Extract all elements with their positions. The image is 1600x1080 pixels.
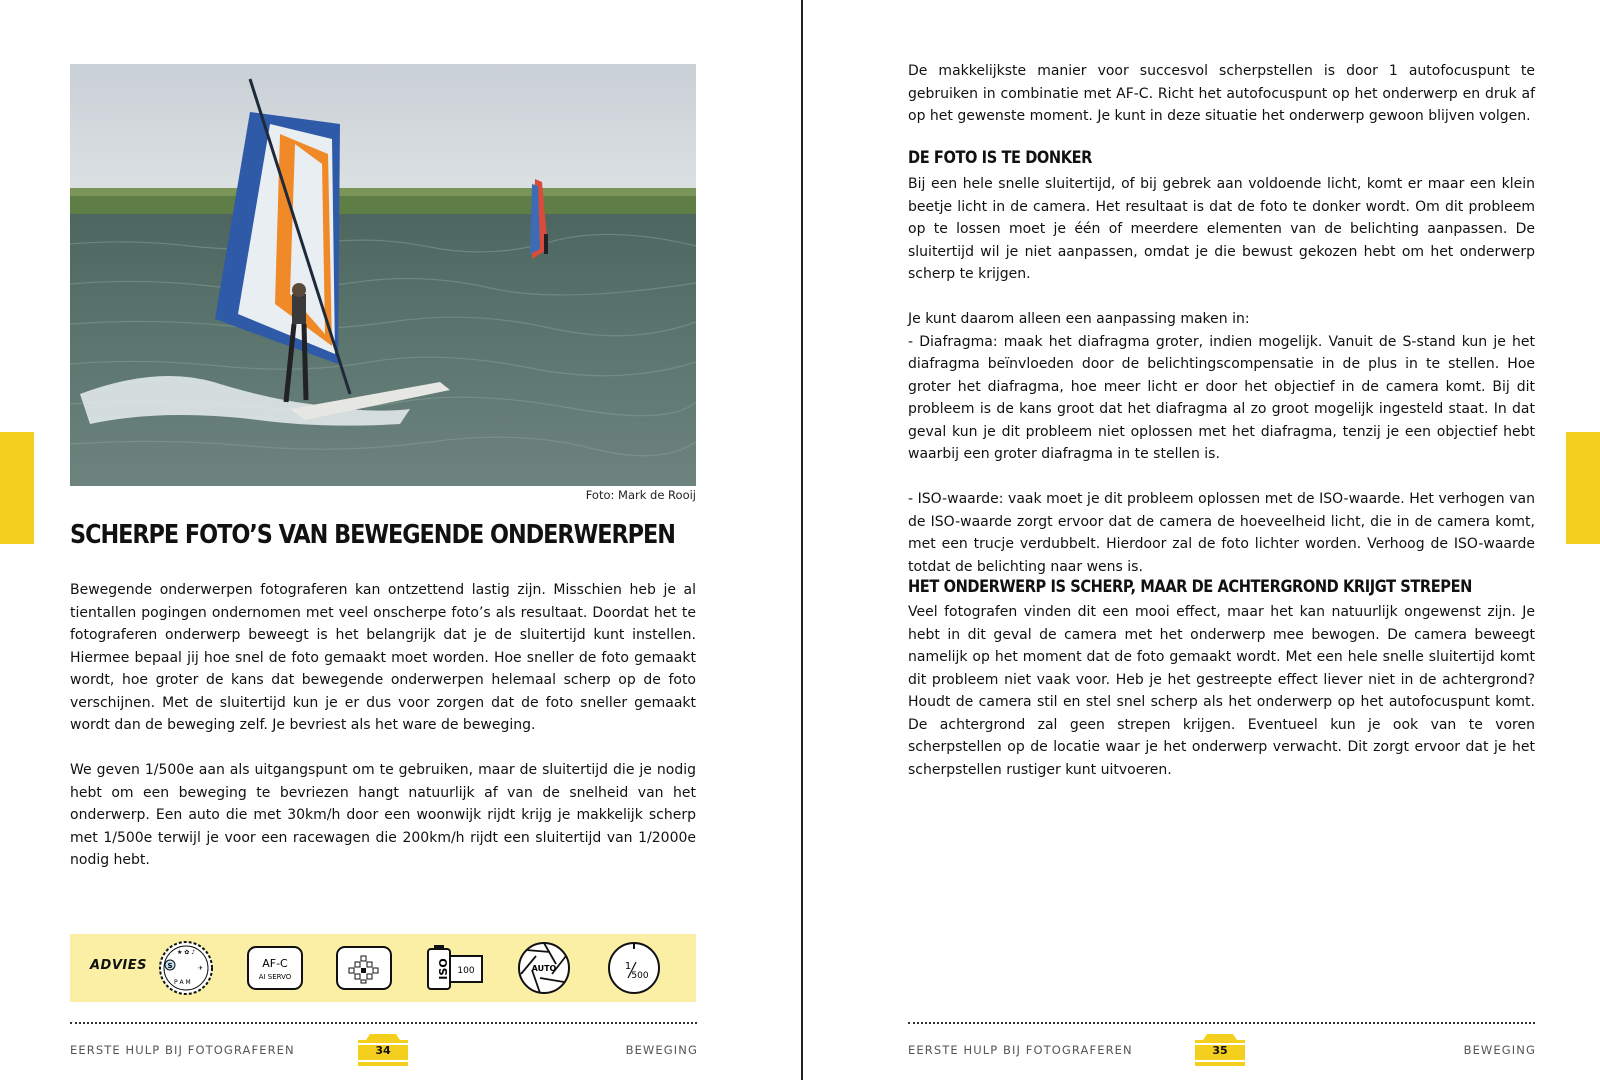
paragraph: We geven 1/500e aan als uitgangspunt om te gebruiken, maar de sluitertijd die je nodig hebt om een beweging te bevriezen hangt natuurlijk af van de snelheid van het onderwerp. Een auto die met 30km/h door een woonwijk rijdt krijg je makkelijk scherp met 1/500e terwijl je voor een racewagen die 200km/h rijdt een sluitertijd van 1/2000e nodig hebt. (70, 762, 696, 868)
paragraph: Bij een hele snelle sluitertijd, of bij gebrek aan voldoende licht, komt er maar een klein beetje licht in de camera. Het resultaat is dat de foto te donker wordt. Om dit probleem op te lossen moet je één of meerdere elementen van de belichting aanpassen. De sluitertijd wil je niet aanpassen, omdat je die bewust gekozen hebt om het onderwerp scherp te krijgen. (908, 176, 1535, 282)
book-spine (801, 0, 803, 1080)
af-sublabel: AI SERVO (258, 973, 292, 981)
af-mode-icon (247, 940, 303, 996)
section-dark-body (908, 173, 1535, 601)
shutter-numerator: 1 (624, 961, 632, 972)
paragraph-intro-line: Je kunt daarom alleen een aanpassing maken in: (908, 311, 1250, 327)
windsurfer-photo (70, 64, 696, 486)
footer-book-title: EERSTE HULP BIJ FOTOGRAFEREN (70, 1043, 295, 1057)
page-number: 34 (375, 1044, 391, 1057)
paragraph: - ISO-waarde: vaak moet je dit probleem oplossen met de ISO-waarde. Het verhogen van de ISO-waarde zorgt ervoor dat de camera de hoeveelheid licht, die in de camera komt, met een trucje verdubbelt. Hierdoor zal de foto lichter worden. Verhoog de ISO-waarde totdat de belichting naar wens is. (908, 491, 1535, 575)
footer-divider (908, 1022, 1535, 1024)
photo-caption: Foto: Mark de Rooij (585, 488, 696, 502)
focus-point-icon (336, 940, 392, 996)
iso-label: ISO (437, 958, 450, 980)
page-number: 35 (1212, 1044, 1228, 1057)
footer-chapter: BEWEGING (1463, 1043, 1536, 1057)
right-page-tab (1566, 432, 1600, 544)
auto-label: AUTO (531, 964, 557, 973)
footer-divider (70, 1022, 697, 1024)
svg-text:S: S (167, 962, 173, 970)
iso-value: 100 (457, 966, 475, 976)
right-intro (908, 60, 1535, 150)
footer-chapter: BEWEGING (625, 1043, 698, 1057)
advies-bar (70, 934, 696, 1002)
paragraph: De makkelijkste manier voor succesvol scherpstellen is door 1 autofocuspunt te gebruiken in combinatie met AF-C. Richt het autofocuspunt op het onderwerp en druk af op het gewenste moment. Je kunt in deze situatie het onderwerp gewoon blijven volgen. (908, 63, 1535, 124)
section-heading-streaks: HET ONDERWERP IS SCHERP, MAAR DE ACHTERGROND KRIJGT STREPEN (908, 577, 1472, 597)
svg-text:✈: ✈ (198, 965, 204, 972)
af-label: AF-C (262, 957, 288, 970)
shutter-speed-icon (606, 940, 662, 996)
left-body-text (70, 579, 696, 894)
aperture-icon (516, 940, 572, 996)
shutter-denominator: 500 (631, 971, 649, 981)
svg-text:★ ✿ ♪: ★ ✿ ♪ (176, 949, 196, 956)
iso-film-icon (425, 940, 485, 996)
page-number-badge (1195, 1034, 1245, 1066)
page-number-badge (358, 1034, 408, 1066)
footer-book-title: EERSTE HULP BIJ FOTOGRAFEREN (908, 1043, 1133, 1057)
section-streaks-body (908, 601, 1535, 804)
advies-label: ADVIES (90, 958, 147, 973)
paragraph: Bewegende onderwerpen fotograferen kan ontzettend lastig zijn. Misschien heb je al tientallen pogingen ondernomen met veel onscherpe foto’s als resultaat. Doordat het te fotograferen onderwerp beweegt is het belangrijk dat je de sluitertijd kunt instellen. Hiermee bepaal jij hoe snel de foto gemaakt moet worden. Hoe sneller de foto gemaakt wordt, hoe groter de kans dat bewegende onderwerpen helemaal scherp op de foto verschijnen. Met de sluitertijd kun je er dus voor zorgen dat de foto sneller gemaakt wordt dan de beweging zelf. Je bevriest als het ware de beweging. (70, 582, 696, 733)
mode-dial-icon (158, 940, 214, 996)
paragraph: Veel fotografen vinden dit een mooi effect, maar het kan natuurlijk ongewenst zijn. Je hebt in dit geval de camera met het onderwerp mee bewogen. De camera beweegt namelijk op het moment dat de foto gemaakt wordt. Met een hele snelle sluitertijd komt dit probleem niet vaak voor. Heb je het gestreepte effect liever niet in de achtergrond? Houdt de camera stil en stel snel scherp als het onderwerp op het autofocuspunt komt. De achtergrond zal geen strepen krijgen. Eventueel kun je ook van te voren scherpstellen op de locatie waar je het onderwerp verwacht. Dit zorgt ervoor dat je het scherpstellen rustiger kunt uitvoeren. (908, 604, 1535, 778)
page-title: SCHERPE FOTO’S VAN BEWEGENDE ONDERWERPEN (70, 520, 675, 550)
paragraph: - Diafragma: maak het diafragma groter, indien mogelijk. Vanuit de S-stand kun je het diafragma beïnvloeden door de belichtingscompensatie in de plus in te stellen. Hoe groter het diafragma, hoe meer licht er door het objectief in de camera komt. Bij dit probleem is de kans groot dat het diafragma al zo groot mogelijk ingesteld staat. In dat geval kun je dit probleem niet oplossen met het diafragma, tenzij je een objectief hebt waarbij een groter diafragma in te stellen is. (908, 333, 1535, 462)
svg-text:P A M: P A M (174, 979, 191, 986)
section-heading-dark: DE FOTO IS TE DONKER (908, 148, 1093, 168)
